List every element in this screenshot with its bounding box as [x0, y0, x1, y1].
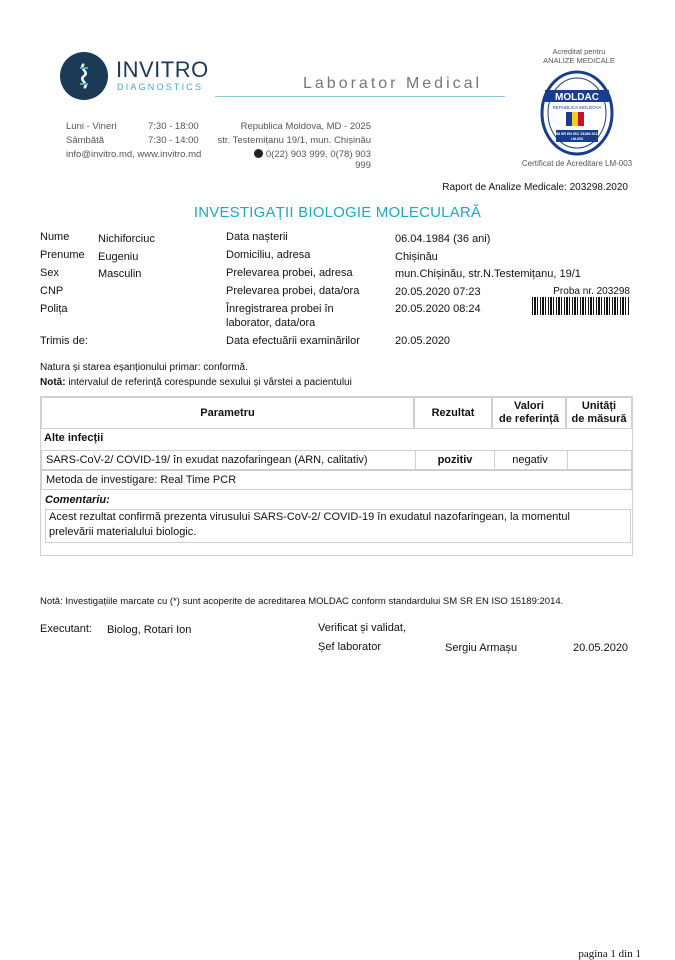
page-title: INVESTIGAȚII BIOLOGIE MOLECULARĂ — [193, 204, 482, 221]
note-text: intervalul de referință corespunde sexului și vârstei a pacientului — [65, 377, 352, 388]
comment-line-1: Acest rezultat confirmă prezenta virusului SARS-CoV-2/ COVID-19 în exudatul nazofaringean, la momentul — [49, 511, 570, 523]
sent-by-label: Trimis de: — [40, 335, 88, 347]
residence-value: Chișinău — [395, 251, 438, 263]
col-header-parameter: Parametru — [41, 397, 414, 429]
schedule-day-2: Sâmbătă — [66, 135, 105, 146]
surname-value: Eugeniu — [98, 251, 139, 263]
sample-address-value: mun.Chișinău, str.N.Testemițanu, 19/1 — [395, 268, 581, 280]
contact-web: info@invitro.md, www.invitro.md — [66, 149, 202, 160]
birth-value: 06.04.1984 (36 ani) — [395, 233, 491, 245]
comment-line-2: prelevării materialului biologic. — [49, 526, 197, 538]
sex-label: Sex — [40, 267, 59, 279]
row-parameter: SARS-CoV-2/ COVID-19/ în exudat nazofaringean (ARN, calitativ) — [46, 454, 368, 466]
phone-numbers: 0(22) 903 999, 0(78) 903 999 — [265, 149, 371, 171]
schedule-hours-1: 7:30 - 18:00 — [148, 121, 199, 132]
verified-label: Verificat și validat, — [318, 622, 407, 634]
registration-label-line-1: Înregistrarea probei în — [226, 303, 334, 315]
col-header-unit-line-1: Unități — [581, 400, 617, 412]
svg-text:MOLDAC: MOLDAC — [555, 92, 599, 103]
row-reference: negativ — [512, 454, 548, 466]
method-text: Metoda de investigare: Real Time PCR — [46, 474, 237, 486]
col-header-reference-line-1: Valori — [514, 400, 544, 412]
exam-date-label: Data efectuării examinărilor — [226, 335, 360, 347]
col-header-unit-line-2: de măsură — [571, 413, 627, 425]
svg-text:REPUBLICA MOLDOVA: REPUBLICA MOLDOVA — [552, 105, 602, 110]
name-value: Nichiforciuc — [98, 233, 155, 245]
registration-label — [226, 302, 334, 330]
schedule-hours-2: 7:30 - 14:00 — [148, 135, 199, 146]
cnp-label: CNP — [40, 285, 64, 297]
lab-title: Laborator Medical — [303, 75, 483, 92]
results-table — [40, 396, 633, 556]
surname-label: Prenume — [40, 249, 85, 261]
sample-datetime-value: 20.05.2020 07:23 — [395, 286, 481, 298]
col-header-unit — [566, 397, 632, 429]
barcode — [532, 297, 630, 315]
schedule-day-1: Luni - Vineri — [66, 121, 117, 132]
accreditation-text — [524, 47, 634, 65]
address-line-2: str. Testemițanu 19/1, mun. Chișinău — [217, 135, 371, 146]
section-title: Alte infecții — [44, 432, 104, 444]
head-label: Șef laborator — [318, 641, 381, 653]
moldac-seal — [540, 70, 614, 156]
report-number: Raport de Analize Medicale: 203298.2020 — [442, 182, 628, 193]
comment-box — [45, 509, 631, 543]
head-name: Sergiu Armașu — [445, 642, 518, 654]
birth-label: Data nașterii — [226, 231, 288, 243]
row-result: pozitiv — [415, 451, 495, 469]
sample-number: Proba nr. 203298 — [553, 286, 630, 297]
invitro-logo-icon — [60, 52, 108, 100]
col-header-reference — [492, 397, 566, 429]
residence-label: Domiciliu, adresa — [226, 249, 311, 261]
address-line-1: Republica Moldova, MD - 2025 — [240, 121, 371, 132]
accreditation-line-1: Acreditat pentru — [552, 47, 606, 56]
exam-date-value: 20.05.2020 — [395, 335, 451, 347]
svg-text:SM SR EN ISO 15189:2014: SM SR EN ISO 15189:2014 — [554, 132, 600, 136]
registration-label-line-2: laborator, data/ora — [226, 317, 316, 329]
sample-nature-note: Natura și starea eșanționului primar: conformă. — [40, 362, 248, 373]
name-label: Nume — [40, 231, 70, 243]
header-divider — [215, 96, 505, 97]
note-bold: Notă: — [40, 377, 66, 388]
reference-note — [40, 377, 352, 388]
brand-subtitle: DIAGNOSTICS — [117, 82, 204, 92]
executant-label: Executant: — [40, 623, 92, 635]
sex-value: Masculin — [98, 268, 142, 280]
brand-name: INVITRO — [116, 57, 209, 82]
phone-line — [240, 149, 371, 171]
svg-text:LM-003: LM-003 — [570, 137, 584, 141]
signature-date: 20.05.2020 — [573, 642, 629, 654]
executant-name: Biolog, Rotari Ion — [107, 624, 192, 636]
table-row — [41, 450, 632, 470]
sample-datetime-label: Prelevarea probei, data/ora — [226, 285, 360, 297]
col-header-reference-line-2: de referință — [499, 413, 559, 425]
certificate-label: Certificat de Acreditare LM-003 — [521, 159, 633, 168]
phone-icon — [254, 149, 263, 158]
method-row — [41, 470, 632, 490]
accreditation-footnote: Notă: Investigațiile marcate cu (*) sunt acoperite de acreditarea MOLDAC conform standardului SM SR EN ISO 15189:2014. — [40, 596, 564, 607]
policy-label: Polița — [40, 303, 68, 315]
registration-datetime: 20.05.2020 08:24 — [395, 303, 481, 315]
row-unit-divider — [567, 451, 568, 469]
comment-title: Comentariu: — [45, 494, 110, 506]
page-number: pagina 1 din 1 — [578, 948, 641, 960]
col-header-result: Rezultat — [414, 397, 492, 429]
accreditation-line-2: ANALIZE MEDICALE — [543, 56, 615, 65]
sample-address-label: Prelevarea probei, adresa — [226, 267, 353, 279]
